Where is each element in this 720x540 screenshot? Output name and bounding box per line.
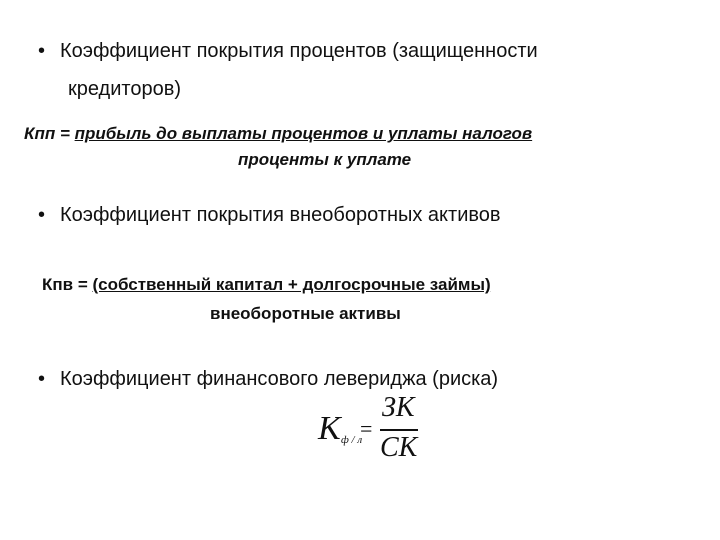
formula-leverage-denominator: СК	[380, 432, 418, 463]
formula-numerator: прибыль до выплаты процентов и уплаты налогов	[74, 124, 533, 143]
bullet-text-line2: кредиторов)	[68, 78, 181, 100]
bullet-text: Коэффициент покрытия внеоборотных активов	[60, 204, 501, 226]
formula-denominator: проценты к уплате	[238, 150, 412, 169]
bullet-text-line1: Коэффициент покрытия процентов (защищенности	[60, 40, 538, 62]
formula-numerator: (собственный капитал + долгосрочные займы)	[92, 275, 491, 294]
bullet-icon: •	[38, 368, 46, 390]
formula-interest-coverage-numerator-line	[24, 124, 532, 144]
formula-noncurrent-coverage-numerator-line	[42, 275, 491, 295]
bullet-icon: •	[38, 204, 46, 226]
fraction-bar	[380, 429, 418, 431]
formula-lhs: Кпп =	[24, 124, 75, 143]
formula-leverage-symbol: K	[318, 410, 341, 447]
formula-denominator: внеоборотные активы	[210, 304, 401, 323]
formula-leverage-subscript: ф / л	[341, 434, 363, 446]
formula-leverage-numerator: ЗК	[382, 392, 415, 423]
bullet-item-financial-leverage	[38, 368, 498, 391]
bullet-item-noncurrent-coverage	[38, 204, 501, 227]
formula-leverage-equals: =	[360, 416, 373, 441]
formula-lhs: Кпв =	[42, 275, 93, 294]
bullet-text: Коэффициент финансового левериджа (риска)	[60, 368, 499, 390]
bullet-item-interest-coverage	[38, 40, 538, 63]
bullet-icon: •	[38, 40, 46, 62]
